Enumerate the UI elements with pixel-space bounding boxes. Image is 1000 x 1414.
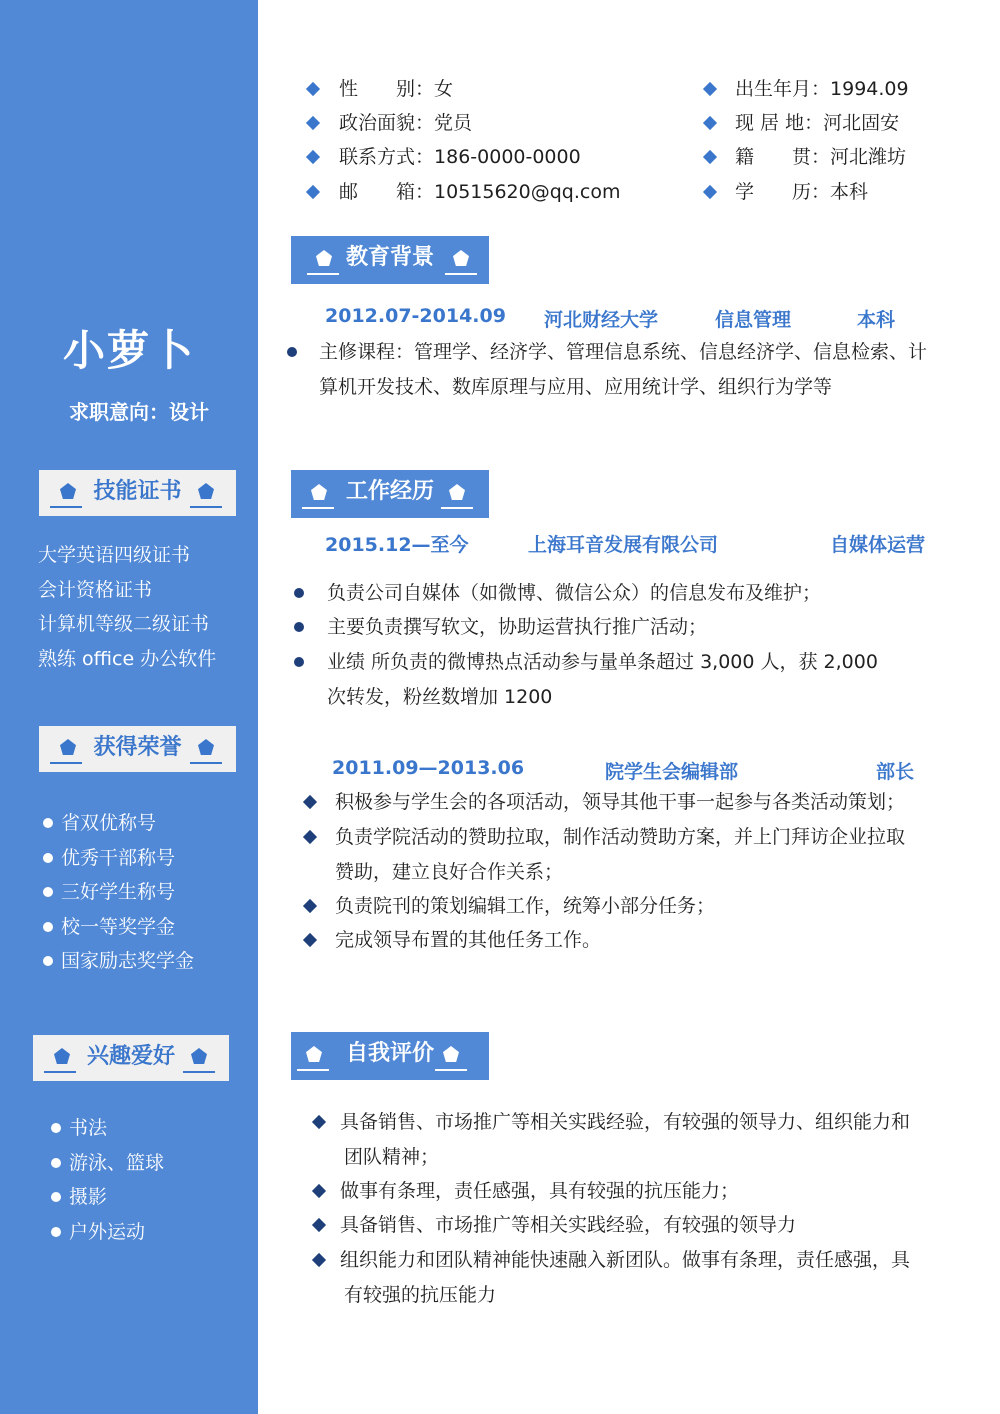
job1-role: 自媒体运营 xyxy=(830,534,926,556)
list-item: 摄影 xyxy=(47,1180,252,1215)
work-title: 工作经历 xyxy=(345,479,434,504)
hobbies-title: 兴趣爱好 xyxy=(86,1044,175,1069)
honors-heading xyxy=(39,726,236,772)
skills-title: 技能证书 xyxy=(93,479,182,504)
info-label: 邮 箱： xyxy=(339,181,435,203)
info-label: 政治面貌： xyxy=(339,112,435,134)
list-item: 国家励志奖学金 xyxy=(39,944,254,979)
info-label: 性 别： xyxy=(339,78,435,100)
diamond-icon xyxy=(312,1218,326,1232)
list-item: 三好学生称号 xyxy=(39,875,254,910)
list-item: 省双优称号 xyxy=(39,806,254,841)
bullet-dot-icon xyxy=(294,622,304,632)
list-item: 游泳、篮球 xyxy=(47,1146,252,1181)
edu-major: 信息管理 xyxy=(715,309,792,331)
skill-item: 计算机等级二级证书 xyxy=(38,613,210,635)
diamond-icon xyxy=(312,1253,326,1267)
text-line: 赞助，建立良好合作关系； xyxy=(335,860,564,883)
text-line: 负责学院活动的赞助拉取，制作活动赞助方案，并上门拜访企业拉取 xyxy=(335,826,906,848)
info-label: 联系方式： xyxy=(339,146,435,168)
self-bullet: 做事有条理，责任感强，具有较强的抗压能力； xyxy=(340,1180,740,1202)
skills-heading xyxy=(39,470,236,516)
job1-bullet: 主要负责撰写软文，协助运营执行推广活动； xyxy=(327,616,708,638)
info-education-level xyxy=(735,175,868,209)
diamond-icon xyxy=(703,82,717,96)
diamond-icon xyxy=(303,795,317,809)
diamond-icon xyxy=(312,1184,326,1198)
info-value: 本科 xyxy=(830,181,869,203)
info-value: 1994.09 xyxy=(830,78,909,100)
diamond-icon xyxy=(303,899,317,913)
job1-period: 2015.12—至今 xyxy=(325,534,469,556)
info-label: 籍 贯： xyxy=(735,146,831,168)
skills-list xyxy=(38,538,253,676)
honors-title: 获得荣誉 xyxy=(93,735,182,760)
diamond-icon xyxy=(306,116,320,130)
bullet-dot-icon xyxy=(287,347,297,357)
list-item: 校一等奖学金 xyxy=(39,910,254,945)
info-hometown xyxy=(735,140,906,174)
text-line: 具备销售、市场推广等相关实践经验，有较强的领导力、组织能力和 xyxy=(340,1111,911,1133)
text-line: 有较强的抗压能力 xyxy=(344,1283,497,1306)
candidate-name: 小萝卜 xyxy=(62,326,195,375)
diamond-icon xyxy=(312,1115,326,1129)
job1-bullet: 负责公司自媒体（如微博、微信公众）的信息发布及维护； xyxy=(327,582,822,604)
text-line: 组织能力和团队精神能快速融入新团队。做事有条理，责任感强，具 xyxy=(340,1249,911,1271)
info-label: 现 居 地： xyxy=(735,112,824,134)
text-line: 算机开发技术、数库原理与应用、应用统计学、组织行为学等 xyxy=(319,375,833,398)
work-heading xyxy=(291,470,489,518)
diamond-icon xyxy=(703,150,717,164)
skill-item: 大学英语四级证书 xyxy=(38,544,191,566)
diamond-icon xyxy=(306,185,320,199)
info-residence xyxy=(735,106,899,140)
skill-item: 会计资格证书 xyxy=(38,578,153,601)
diamond-icon xyxy=(303,933,317,947)
info-label: 学 历： xyxy=(735,181,831,203)
job2-bullet xyxy=(335,820,975,889)
list-item: 户外运动 xyxy=(47,1215,252,1250)
self-eval-title: 自我评价 xyxy=(345,1041,434,1066)
hobbies-heading xyxy=(33,1035,229,1081)
info-phone xyxy=(339,140,581,174)
info-value: 河北固安 xyxy=(823,112,900,134)
text-line: 业绩 所负责的微博热点活动参与量单条超过 3,000 人，获 2,000 xyxy=(327,651,878,673)
info-value: 党员 xyxy=(434,112,473,134)
skill-item: 熟练 office 办公软件 xyxy=(38,647,217,670)
hobbies-list xyxy=(47,1111,252,1249)
text-line: 主修课程：管理学、经济学、管理信息系统、信息经济学、信息检索、计 xyxy=(319,341,928,363)
job1-company: 上海耳音发展有限公司 xyxy=(528,534,719,556)
honors-list xyxy=(39,806,254,979)
info-value: 10515620@qq.com xyxy=(434,181,621,203)
info-birth xyxy=(735,72,909,106)
self-bullet xyxy=(340,1243,980,1312)
diamond-icon xyxy=(703,185,717,199)
job2-bullet: 完成领导布置的其他任务工作。 xyxy=(335,929,602,951)
education-title: 教育背景 xyxy=(345,245,434,270)
edu-school: 河北财经大学 xyxy=(544,309,659,331)
bullet-dot-icon xyxy=(294,657,304,667)
self-bullet: 具备销售、市场推广等相关实践经验，有较强的领导力 xyxy=(340,1214,797,1236)
diamond-icon xyxy=(703,116,717,130)
self-bullet xyxy=(340,1105,980,1174)
self-eval-heading xyxy=(291,1032,489,1080)
edu-period: 2012.07-2014.09 xyxy=(325,305,506,327)
job2-org: 院学生会编辑部 xyxy=(605,761,739,783)
bullet-dot-icon xyxy=(294,588,304,598)
job2-period: 2011.09—2013.06 xyxy=(332,757,525,779)
job1-bullet xyxy=(327,645,967,714)
text-line: 团队精神； xyxy=(344,1145,440,1168)
edu-courses xyxy=(319,335,979,404)
diamond-icon xyxy=(306,82,320,96)
info-gender xyxy=(339,72,453,106)
text-line: 次转发，粉丝数增加 1200 xyxy=(327,685,553,708)
info-label: 出生年月： xyxy=(735,78,831,100)
education-heading xyxy=(291,236,489,284)
job2-bullet: 积极参与学生会的各项活动，领导其他干事一起参与各类活动策划； xyxy=(335,791,906,813)
diamond-icon xyxy=(306,150,320,164)
edu-degree: 本科 xyxy=(857,309,896,331)
list-item: 书法 xyxy=(47,1111,252,1146)
job-intent: 求职意向：设计 xyxy=(69,400,209,424)
job2-role: 部长 xyxy=(876,761,915,783)
info-value: 河北潍坊 xyxy=(830,146,907,168)
info-politics xyxy=(339,106,472,140)
diamond-icon xyxy=(303,830,317,844)
list-item: 优秀干部称号 xyxy=(39,841,254,876)
info-email xyxy=(339,175,620,209)
job2-bullet: 负责院刊的策划编辑工作，统筹小部分任务； xyxy=(335,895,716,917)
info-value: 186-0000-0000 xyxy=(434,146,581,168)
info-value: 女 xyxy=(434,78,454,100)
